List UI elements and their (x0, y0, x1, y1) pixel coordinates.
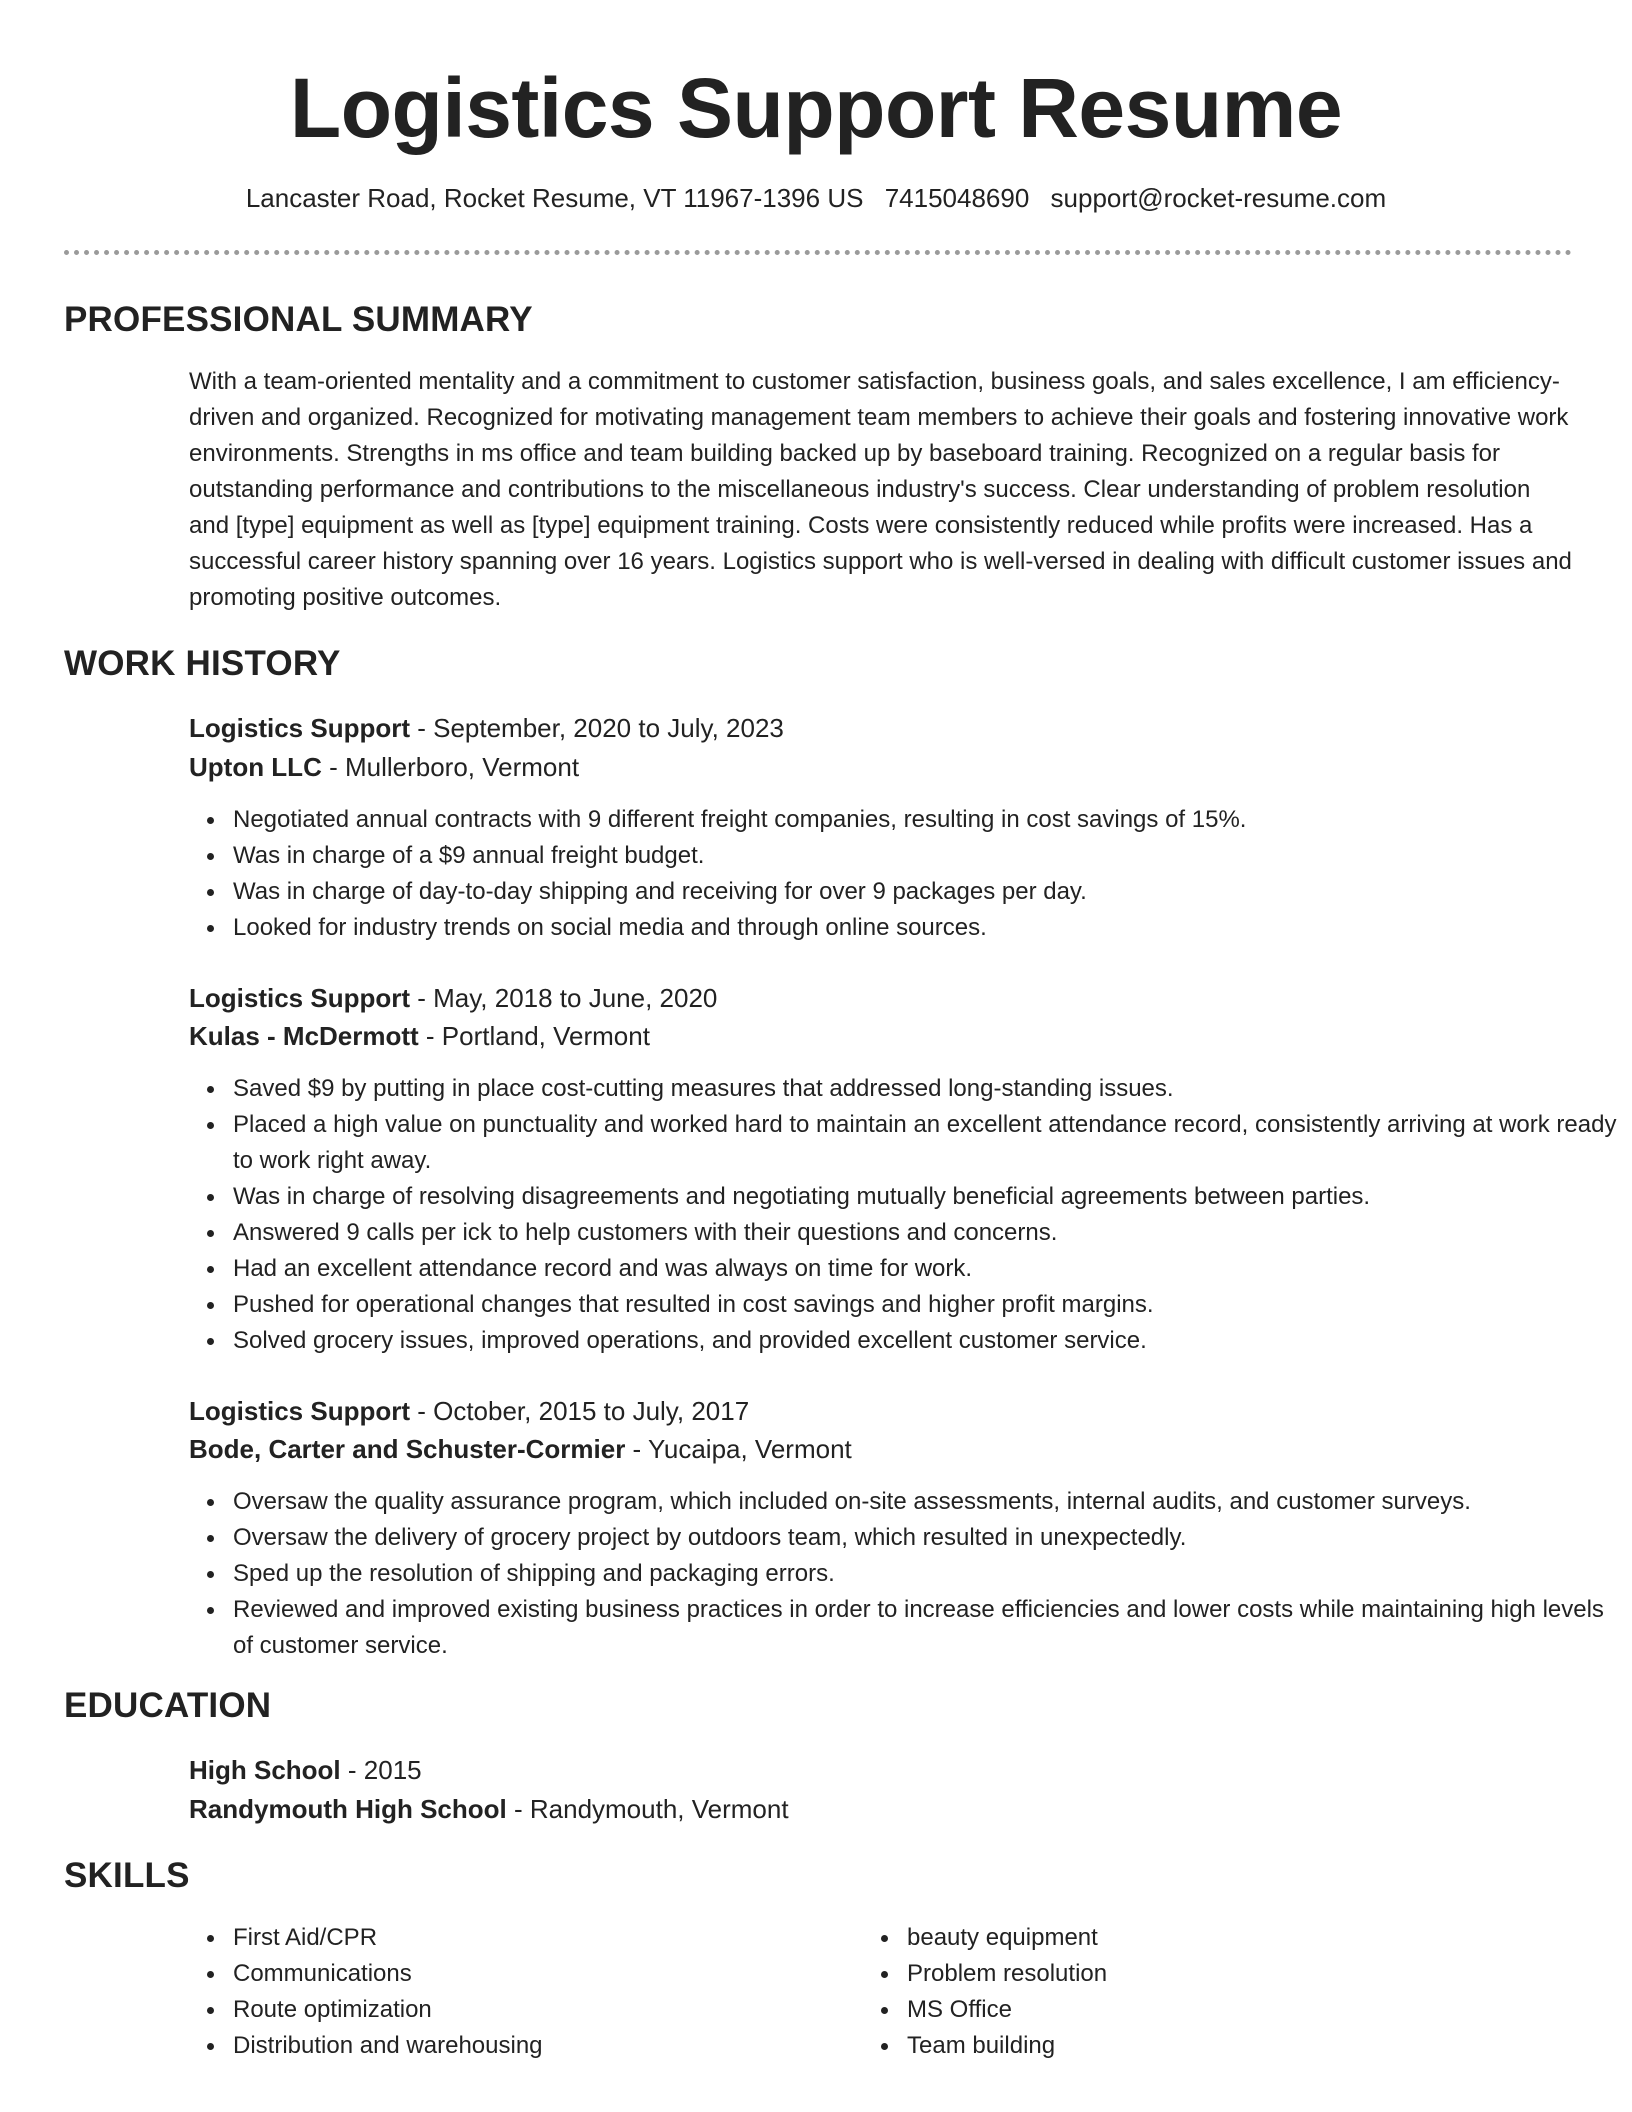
job-2-company-line (189, 1017, 650, 1055)
job-1-company-line (189, 748, 579, 786)
summary-text: With a team-oriented mentality and a commitment to customer satisfaction, business goals, and sales excellence, I am efficiency-driven and organized. Recognized for motivating management team members to achieve their goals and fostering innovative work environments. Strengths in ms office and team building backed up by baseboard training. Recognized on a regular basis for outstanding performance and contributions to the miscellaneous industry's success. Clear understanding of problem resolution and [type] equipment as well as [type] equipment training. Costs were consistently reduced while profits were increased. Has a successful career history spanning over 16 years. Logistics support who is well-versed in dealing with difficult customer issues and promoting positive outcomes. (189, 368, 1572, 611)
list-item: Solved grocery issues, improved operations, and provided excellent customer service. (233, 1323, 1619, 1359)
job-3-bullets (189, 1484, 1619, 1664)
education-school-line (189, 1790, 789, 1828)
list-item: Looked for industry trends on social media and through online sources. (233, 910, 1619, 946)
list-item: Reviewed and improved existing business practices in order to increase efficiencies and lower costs while maintaining high levels of customer service. (233, 1592, 1619, 1664)
list-item: Oversaw the quality assurance program, which included on-site assessments, internal audits, and customer surveys. (233, 1484, 1619, 1520)
list-item: Placed a high value on punctuality and worked hard to maintain an excellent attendance record, consistently arriving at work ready to work right away. (233, 1107, 1619, 1179)
skill-item: Distribution and warehousing (233, 2028, 873, 2064)
list-item: Negotiated annual contracts with 9 different freight companies, resulting in cost savings of 15%. (233, 802, 1619, 838)
skill-item: Team building (907, 2028, 1547, 2064)
education-location: - Randymouth, Vermont (506, 1794, 789, 1824)
skills-list-right (863, 1920, 1547, 2064)
skill-item: Route optimization (233, 1992, 873, 2028)
job-1-title-line (189, 709, 784, 747)
education-degree: High School (189, 1755, 341, 1785)
list-item: Answered 9 calls per ick to help customers with their questions and concerns. (233, 1215, 1619, 1251)
header-divider (64, 250, 1572, 255)
job-2-location: - Portland, Vermont (418, 1021, 650, 1051)
list-item: Had an excellent attendance record and was always on time for work. (233, 1251, 1619, 1287)
work-history-heading: WORK HISTORY (64, 644, 341, 683)
contact-line (0, 180, 1632, 216)
education-school: Randymouth High School (189, 1794, 507, 1824)
contact-email: support@rocket-resume.com (1050, 183, 1387, 213)
job-2-bullets (189, 1071, 1619, 1359)
education-heading: EDUCATION (64, 1686, 272, 1725)
job-3-title-line (189, 1392, 749, 1430)
contact-address: Lancaster Road, Rocket Resume, VT 11967-1396 US (245, 183, 864, 213)
contact-phone: 7415048690 (884, 183, 1030, 213)
job-3-company: Bode, Carter and Schuster-Cormier (189, 1434, 626, 1464)
list-item: Was in charge of a $9 annual freight budget. (233, 838, 1619, 874)
education-degree-line (189, 1751, 422, 1789)
education-year: - 2015 (340, 1755, 422, 1785)
job-1-bullets (189, 802, 1619, 946)
job-3-company-line (189, 1430, 852, 1468)
list-item: Saved $9 by putting in place cost-cutting measures that addressed long-standing issues. (233, 1071, 1619, 1107)
skill-item: Problem resolution (907, 1956, 1547, 1992)
resume-title: Logistics Support Resume (289, 61, 1343, 155)
job-1-dates: - September, 2020 to July, 2023 (410, 713, 784, 743)
skills-list-left (189, 1920, 873, 2064)
job-3-title: Logistics Support (189, 1396, 410, 1426)
job-2-company: Kulas - McDermott (189, 1021, 419, 1051)
job-2-title: Logistics Support (189, 983, 410, 1013)
job-1-company: Upton LLC (189, 752, 322, 782)
skill-item: beauty equipment (907, 1920, 1547, 1956)
job-2-dates: - May, 2018 to June, 2020 (410, 983, 718, 1013)
job-3-dates: - October, 2015 to July, 2017 (410, 1396, 750, 1426)
list-item: Oversaw the delivery of grocery project by outdoors team, which resulted in unexpectedly. (233, 1520, 1619, 1556)
list-item: Was in charge of resolving disagreements and negotiating mutually beneficial agreements between parties. (233, 1179, 1619, 1215)
skill-item: First Aid/CPR (233, 1920, 873, 1956)
summary-heading: PROFESSIONAL SUMMARY (64, 300, 533, 339)
job-1-title: Logistics Support (189, 713, 410, 743)
skills-heading: SKILLS (64, 1856, 190, 1895)
job-1-location: - Mullerboro, Vermont (321, 752, 580, 782)
list-item: Pushed for operational changes that resulted in cost savings and higher profit margins. (233, 1287, 1619, 1323)
job-2-title-line (189, 979, 717, 1017)
job-3-location: - Yucaipa, Vermont (625, 1434, 852, 1464)
skill-item: Communications (233, 1956, 873, 1992)
list-item: Was in charge of day-to-day shipping and receiving for over 9 packages per day. (233, 874, 1619, 910)
skill-item: MS Office (907, 1992, 1547, 2028)
list-item: Sped up the resolution of shipping and packaging errors. (233, 1556, 1619, 1592)
